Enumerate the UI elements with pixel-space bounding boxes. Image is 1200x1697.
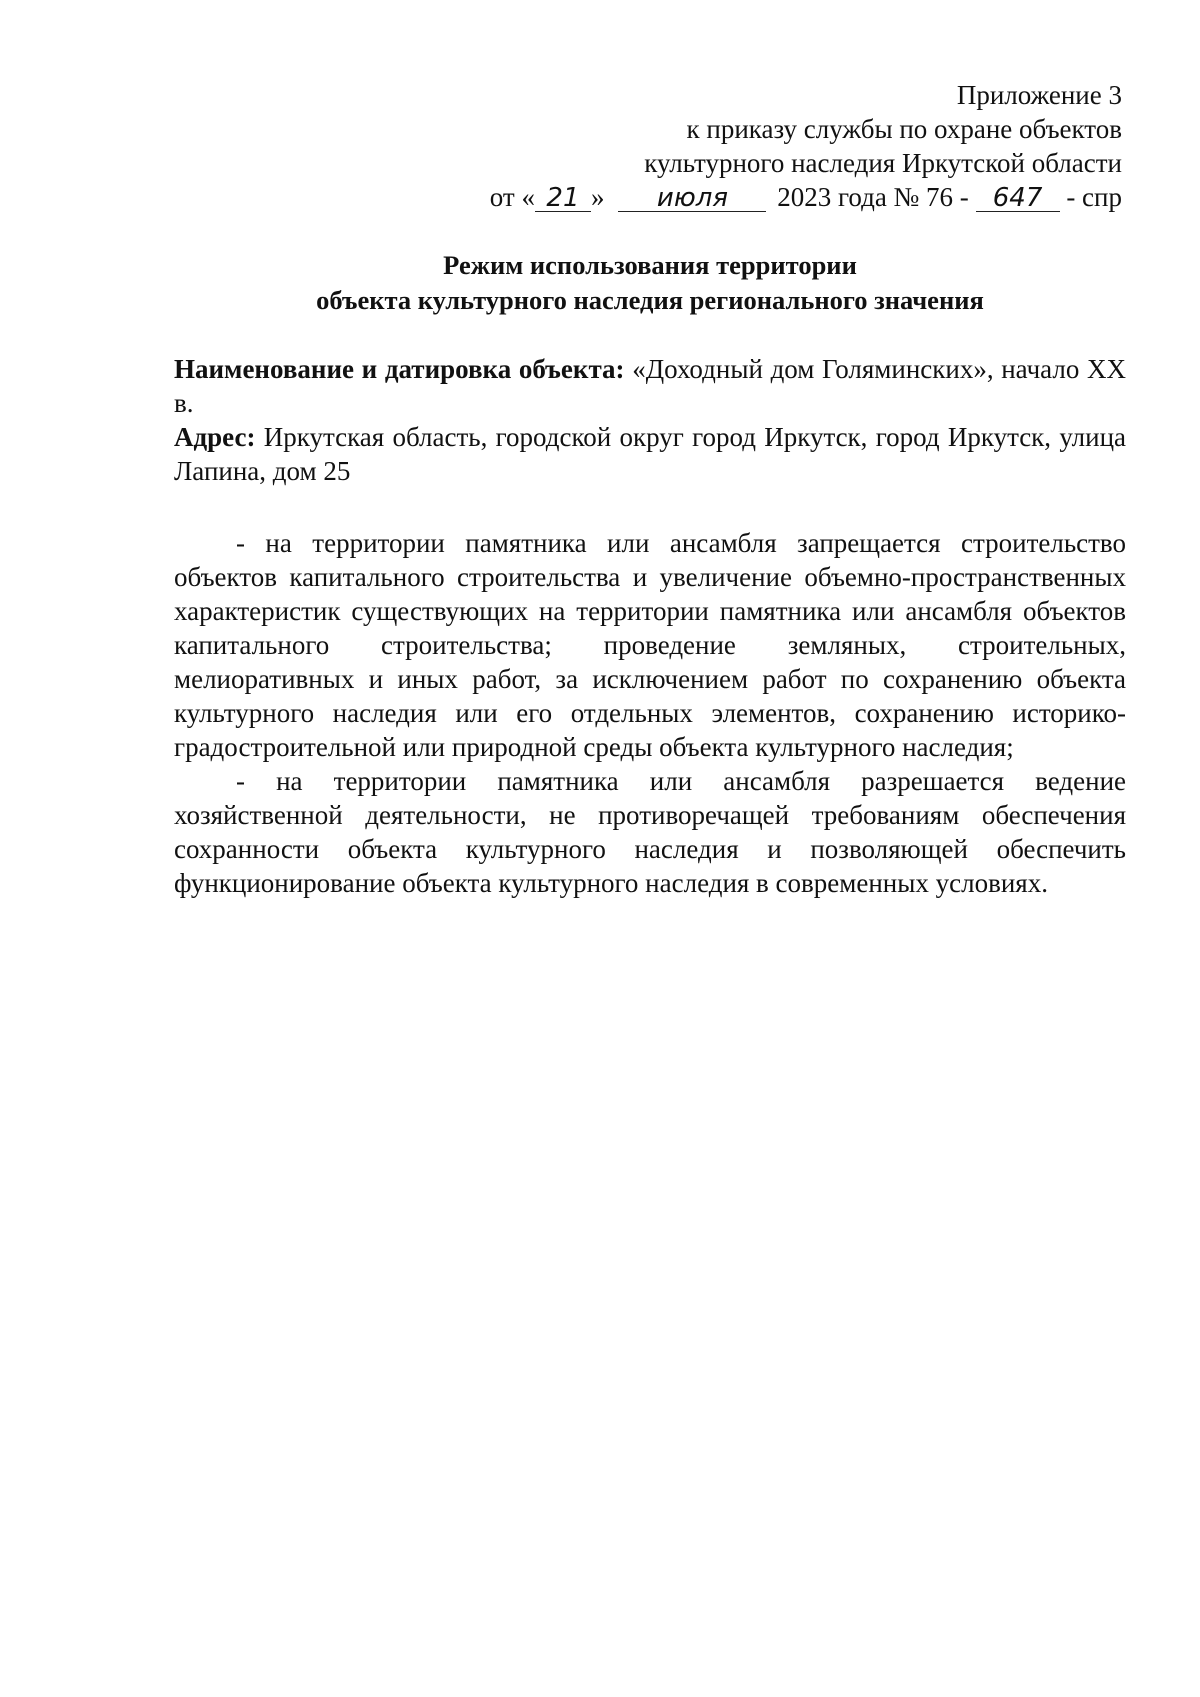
date-mid: » [590,182,605,212]
address-value: Иркутская область, городской округ город Иркутск, город Иркутск, улица Лапина, дом 25 [174,422,1126,486]
handwritten-month: июля [618,185,766,212]
title-line-1: Режим использования территории [443,250,857,280]
appendix-header [490,78,1122,214]
document-title [174,248,1126,318]
address-label: Адрес: [174,422,256,452]
handwritten-order-number: 647 [976,185,1060,212]
order-suffix: - спр [1066,182,1122,212]
appendix-authority: культурного наследия Иркутской области [644,148,1122,178]
rule-paragraph-prohibited: - на территории памятника или ансамбля запрещается строительство объектов капитального строительства и увеличение объемно-пространственных характеристик существующих на территории памятника или ансамбля объектов капитального строительства; проведение земляных, строительных, мелиоративных и иных работ, за исключением работ по сохранению объекта культурного наследия или его отдельных элементов, сохранению историко-градостроительной или природной среды объекта культурного наследия; [174,528,1126,762]
date-year-text: 2023 года № 76 - [777,182,969,212]
object-address [174,420,1126,488]
rule-paragraph-permitted: - на территории памятника или ансамбля разрешается ведение хозяйственной деятельности, не противоречащей требованиям обеспечения сохранности объекта культурного наследия и позволяющей обеспечить функционирование объекта культурного наследия в современных условиях. [174,766,1126,898]
spacer [174,488,1126,526]
date-prefix: от « [489,182,535,212]
appendix-order-ref: к приказу службы по охране объектов [686,114,1122,144]
object-name-label: Наименование и датировка объекта: [174,354,625,384]
title-line-2: объекта культурного наследия регионального значения [316,285,984,315]
handwritten-day: 21 [535,185,591,212]
order-date-line [490,180,1122,214]
object-name-value: «Доходный дом Голяминских», начало XX в. [174,354,1126,418]
object-name [174,352,1126,420]
appendix-number: Приложение 3 [956,80,1122,110]
document-body [174,352,1126,900]
